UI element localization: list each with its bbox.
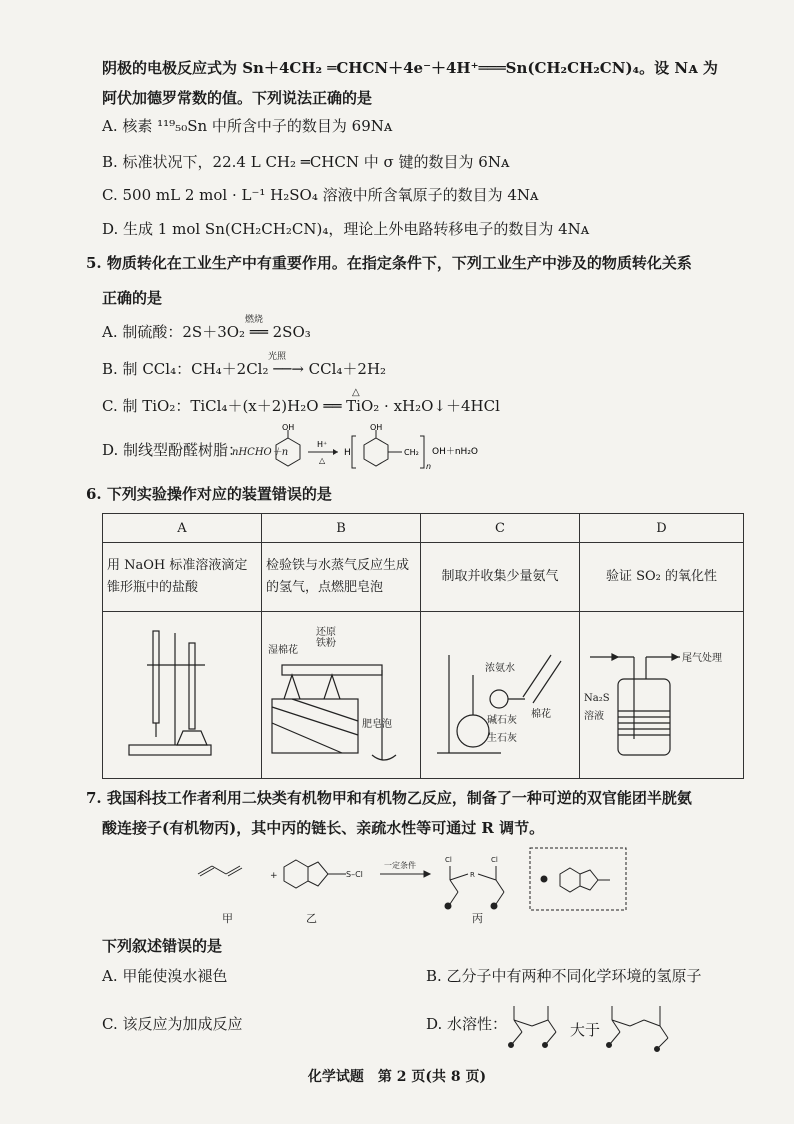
acid-catalyst-label: H⁺ bbox=[317, 440, 328, 449]
label-na2s: Na₂S bbox=[584, 693, 610, 704]
apparatus-table bbox=[102, 513, 744, 779]
q4-option-b: B. 标准状况下，22.4 L CH₂ ═CHCN 中 σ 键的数目为 6Nᴀ bbox=[102, 153, 510, 171]
intro-line-2: 阿伏加德罗常数的值。下列说法正确的是 bbox=[102, 89, 373, 107]
q5-stem-1: 5. 物质转化在工业生产中有重要作用。在指定条件下，下列工业生产中涉及的物质转化关系 bbox=[86, 254, 692, 272]
label-quicklime: 生石灰 bbox=[487, 733, 517, 744]
q7-sub-stem: 下列叙述错误的是 bbox=[102, 937, 223, 955]
methylene-label: CH₂ bbox=[404, 448, 419, 457]
phenol-oh-label: OH bbox=[282, 423, 295, 432]
apparatus-d-cell bbox=[580, 612, 744, 779]
q7-option-c: C. 该反应为加成反应 bbox=[102, 1015, 243, 1033]
q6-stem: 6. 下列实验操作对应的装置错误的是 bbox=[86, 485, 332, 503]
q5-option-b: B. 制 CCl₄：CH₄＋2Cl₂ ──→ CCl₄＋2H₂ bbox=[102, 360, 387, 378]
label-tail-gas: 尾气处理 bbox=[682, 653, 722, 664]
q5-option-a: A. 制硫酸：2S＋3O₂ ══ 2SO₃ bbox=[102, 323, 311, 341]
apparatus-b-cell bbox=[262, 612, 421, 779]
q5-option-a-condition: 燃烧 bbox=[245, 315, 264, 325]
ammonia-apparatus-diagram bbox=[421, 615, 571, 775]
heat-label: △ bbox=[319, 456, 326, 465]
col-header-d: D bbox=[580, 514, 744, 543]
resin-ring bbox=[364, 430, 402, 466]
col-header-b: B bbox=[262, 514, 421, 543]
apparatus-c-cell bbox=[421, 612, 580, 779]
q7-arrow-head bbox=[424, 871, 430, 877]
phthalimide-structure bbox=[560, 868, 610, 892]
substituent-dot bbox=[541, 876, 547, 882]
arrow-head bbox=[333, 449, 338, 455]
col-header-c: C bbox=[421, 514, 580, 543]
q5-option-c-condition: △ bbox=[352, 387, 360, 398]
q5-stem-2: 正确的是 bbox=[102, 289, 163, 307]
polymer-bracket-left bbox=[352, 436, 356, 468]
q7-option-d: D. 水溶性： bbox=[426, 1015, 508, 1033]
polymer-end-h: H bbox=[344, 448, 351, 458]
bing-r-label: R bbox=[470, 871, 475, 879]
q7-d-structure-2 bbox=[604, 998, 684, 1054]
compound-yi-structure bbox=[284, 860, 346, 888]
q7-option-d-comparison: 大于 bbox=[570, 1021, 601, 1039]
q7-option-b: B. 乙分子中有两种不同化学环境的氢原子 bbox=[426, 967, 702, 985]
desc-c: 制取并收集少量氨气 bbox=[421, 543, 580, 612]
q7-reaction-scheme bbox=[178, 838, 648, 930]
label-solution: 溶液 bbox=[584, 711, 604, 722]
resin-oh-label: OH bbox=[370, 423, 383, 432]
q7-condition: 一定条件 bbox=[384, 861, 416, 870]
polymer-bracket-right bbox=[420, 436, 424, 468]
label-soap-bubble: 肥皂泡 bbox=[362, 719, 392, 730]
q4-option-d: D. 生成 1 mol Sn(CH₂CH₂CN)₄，理论上外电路转移电子的数目为 4Nᴀ bbox=[102, 220, 590, 238]
col-header-a: A bbox=[103, 514, 262, 543]
label-soda-lime: 碱石灰 bbox=[487, 715, 517, 726]
q5-option-d-reactants: nHCHO＋n bbox=[232, 447, 289, 458]
desc-b: 检验铁与水蒸气反应生成的氢气，点燃肥皂泡 bbox=[262, 543, 421, 612]
plus-sign: + bbox=[270, 871, 278, 881]
resin-products: OH＋nH₂O bbox=[432, 447, 479, 457]
q5-option-d: D. 制线型酚醛树脂： bbox=[102, 441, 244, 459]
q5-option-c: C. 制 TiO₂：TiCl₄＋(x＋2)H₂O ══ TiO₂ · xH₂O↓＋4HCl bbox=[102, 397, 500, 415]
apparatus-a-cell bbox=[103, 612, 262, 779]
q5-option-b-condition: 光照 bbox=[268, 352, 287, 362]
desc-d: 验证 SO₂ 的氧化性 bbox=[580, 543, 744, 612]
phenol-structure bbox=[276, 430, 300, 466]
bing-cl-left: Cl bbox=[445, 856, 452, 864]
intro-line-1: 阴极的电极反应式为 Sn＋4CH₂ ═CHCN＋4e⁻＋4H⁺═══Sn(CH₂CH₂CN)₄。设 Nᴀ 为 bbox=[102, 59, 718, 77]
label-bing: 丙 bbox=[472, 912, 483, 925]
q7-option-a: A. 甲能使溴水褪色 bbox=[102, 967, 228, 985]
label-conc-ammonia: 浓氨水 bbox=[485, 663, 515, 674]
polymer-n-label: n bbox=[426, 462, 432, 471]
compound-jia-structure bbox=[198, 866, 242, 876]
page-footer: 化学试题 第 2 页(共 8 页) bbox=[307, 1069, 487, 1085]
q7-stem-2: 酸连接子(有机物丙)，其中丙的链长、亲疏水性等可通过 R 调节。 bbox=[102, 819, 545, 837]
q4-option-c: C. 500 mL 2 mol · L⁻¹ H₂SO₄ 溶液中所含氧原子的数目为 4Nᴀ bbox=[102, 186, 539, 204]
desc-a: 用 NaOH 标准溶液滴定锥形瓶中的盐酸 bbox=[103, 543, 262, 612]
label-yi: 乙 bbox=[306, 912, 317, 925]
label-iron-powder: 还原铁粉 bbox=[316, 627, 336, 649]
q7-stem-1: 7. 我国科技工作者利用二炔类有机物甲和有机物乙反应，制备了一种可逆的双官能团半胱氨 bbox=[86, 789, 692, 807]
label-jia: 甲 bbox=[222, 912, 233, 925]
q4-option-a: A. 核素 ¹¹⁹₅₀Sn 中所含中子的数目为 69Nᴀ bbox=[102, 117, 393, 135]
label-cotton: 棉花 bbox=[531, 709, 551, 720]
phenol-resin-equation bbox=[268, 422, 498, 472]
bing-cl-right: Cl bbox=[491, 856, 498, 864]
label-wet-cotton: 湿棉花 bbox=[268, 645, 298, 656]
s-cl-label: S–Cl bbox=[346, 870, 363, 879]
titration-apparatus-diagram bbox=[107, 613, 257, 773]
q7-d-structure-1 bbox=[506, 998, 576, 1054]
